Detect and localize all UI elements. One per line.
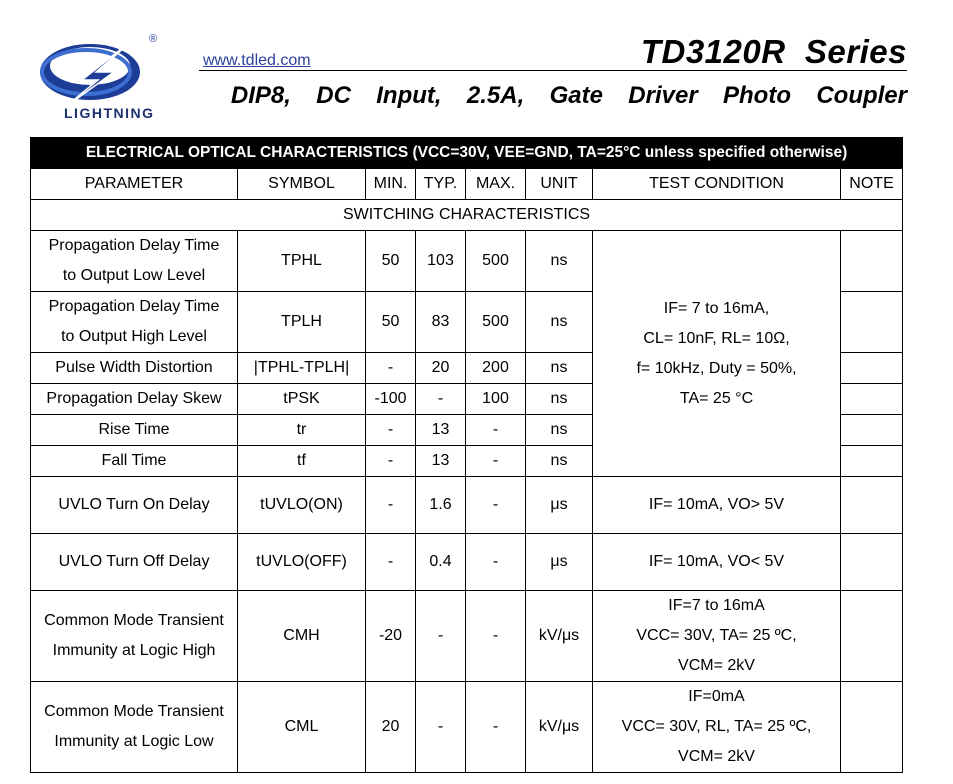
header-test-condition: TEST CONDITION [593, 169, 841, 200]
max-cell: 500 [466, 231, 526, 292]
max-cell: 200 [466, 353, 526, 384]
shared-test-condition-cell: IF= 7 to 16mA, CL= 10nF, RL= 10Ω, f= 10kHz, Duty = 50%, TA= 25 °C [593, 231, 841, 477]
typ-cell: 13 [416, 446, 466, 477]
max-cell: - [466, 446, 526, 477]
test-condition-cell: IF=0mA VCC= 30V, RL, TA= 25 ºC, VCM= 2kV [593, 682, 841, 773]
typ-cell: 103 [416, 231, 466, 292]
parameter-cell: Common Mode Transient Immunity at Logic High [31, 591, 238, 682]
unit-cell: μs [526, 477, 593, 534]
note-cell [841, 591, 903, 682]
typ-cell: 1.6 [416, 477, 466, 534]
parameter-cell: Propagation Delay Skew [31, 384, 238, 415]
max-cell: 500 [466, 292, 526, 353]
table-row [31, 534, 903, 591]
unit-cell: ns [526, 446, 593, 477]
max-cell: - [466, 591, 526, 682]
parameter-cell: Rise Time [31, 415, 238, 446]
website-link[interactable]: www.tdled.com [203, 52, 311, 69]
max-cell: - [466, 415, 526, 446]
note-cell [841, 682, 903, 773]
unit-cell: kV/μs [526, 591, 593, 682]
symbol-cell: tr [238, 415, 366, 446]
symbol-cell: tPSK [238, 384, 366, 415]
header-min: MIN. [366, 169, 416, 200]
unit-cell: ns [526, 415, 593, 446]
min-cell: 20 [366, 682, 416, 773]
min-cell: - [366, 415, 416, 446]
test-condition-cell: IF= 10mA, VO> 5V [593, 477, 841, 534]
parameter-cell: UVLO Turn Off Delay [31, 534, 238, 591]
table-row [31, 591, 903, 682]
test-condition-cell: IF= 10mA, VO< 5V [593, 534, 841, 591]
parameter-cell: Propagation Delay Time to Output High Level [31, 292, 238, 353]
unit-cell: kV/μs [526, 682, 593, 773]
series-title: TD3120R Series [640, 33, 907, 70]
symbol-cell: CML [238, 682, 366, 773]
header-row [31, 169, 903, 200]
parameter-cell: Fall Time [31, 446, 238, 477]
min-cell: 50 [366, 292, 416, 353]
min-cell: - [366, 534, 416, 591]
electrical-optical-table [30, 137, 903, 773]
parameter-cell: Propagation Delay Time to Output Low Level [31, 231, 238, 292]
symbol-cell: tf [238, 446, 366, 477]
note-cell [841, 534, 903, 591]
symbol-cell: TPHL [238, 231, 366, 292]
unit-cell: ns [526, 292, 593, 353]
symbol-cell: CMH [238, 591, 366, 682]
max-cell: - [466, 477, 526, 534]
symbol-cell: tUVLO(ON) [238, 477, 366, 534]
typ-cell: 13 [416, 415, 466, 446]
unit-cell: μs [526, 534, 593, 591]
table-row [31, 231, 903, 292]
note-cell [841, 446, 903, 477]
parameter-cell: UVLO Turn On Delay [31, 477, 238, 534]
header-note: NOTE [841, 169, 903, 200]
max-cell: - [466, 534, 526, 591]
typ-cell: 83 [416, 292, 466, 353]
header-unit: UNIT [526, 169, 593, 200]
typ-cell: - [416, 682, 466, 773]
min-cell: - [366, 477, 416, 534]
unit-cell: ns [526, 384, 593, 415]
max-cell: 100 [466, 384, 526, 415]
min-cell: - [366, 353, 416, 384]
header-parameter: PARAMETER [31, 169, 238, 200]
unit-cell: ns [526, 231, 593, 292]
symbol-cell: |TPHL-TPLH| [238, 353, 366, 384]
table-row [31, 682, 903, 773]
table-row [31, 477, 903, 534]
symbol-cell: tUVLO(OFF) [238, 534, 366, 591]
note-cell [841, 415, 903, 446]
test-condition-cell: IF=7 to 16mA VCC= 30V, TA= 25 ºC, VCM= 2kV [593, 591, 841, 682]
table-title: ELECTRICAL OPTICAL CHARACTERISTICS (VCC=30V, VEE=GND, TA=25°C unless specified otherwise) [31, 138, 903, 169]
company-logo [28, 28, 188, 128]
note-cell [841, 231, 903, 292]
note-cell [841, 384, 903, 415]
product-subtitle: DIP8, DC Input, 2.5A, Gate Driver Photo Coupler [230, 82, 907, 109]
registered-mark: ® [149, 33, 158, 45]
section-heading: SWITCHING CHARACTERISTICS [31, 200, 903, 231]
note-cell [841, 353, 903, 384]
typ-cell: 0.4 [416, 534, 466, 591]
header-typ: TYP. [416, 169, 466, 200]
min-cell: - [366, 446, 416, 477]
parameter-cell: Common Mode Transient Immunity at Logic Low [31, 682, 238, 773]
note-cell [841, 477, 903, 534]
unit-cell: ns [526, 353, 593, 384]
max-cell: - [466, 682, 526, 773]
header-symbol: SYMBOL [238, 169, 366, 200]
typ-cell: - [416, 384, 466, 415]
brand-name: LIGHTNING [64, 105, 155, 121]
parameter-cell: Pulse Width Distortion [31, 353, 238, 384]
min-cell: 50 [366, 231, 416, 292]
typ-cell: - [416, 591, 466, 682]
min-cell: -20 [366, 591, 416, 682]
note-cell [841, 292, 903, 353]
header-max: MAX. [466, 169, 526, 200]
min-cell: -100 [366, 384, 416, 415]
typ-cell: 20 [416, 353, 466, 384]
symbol-cell: TPLH [238, 292, 366, 353]
